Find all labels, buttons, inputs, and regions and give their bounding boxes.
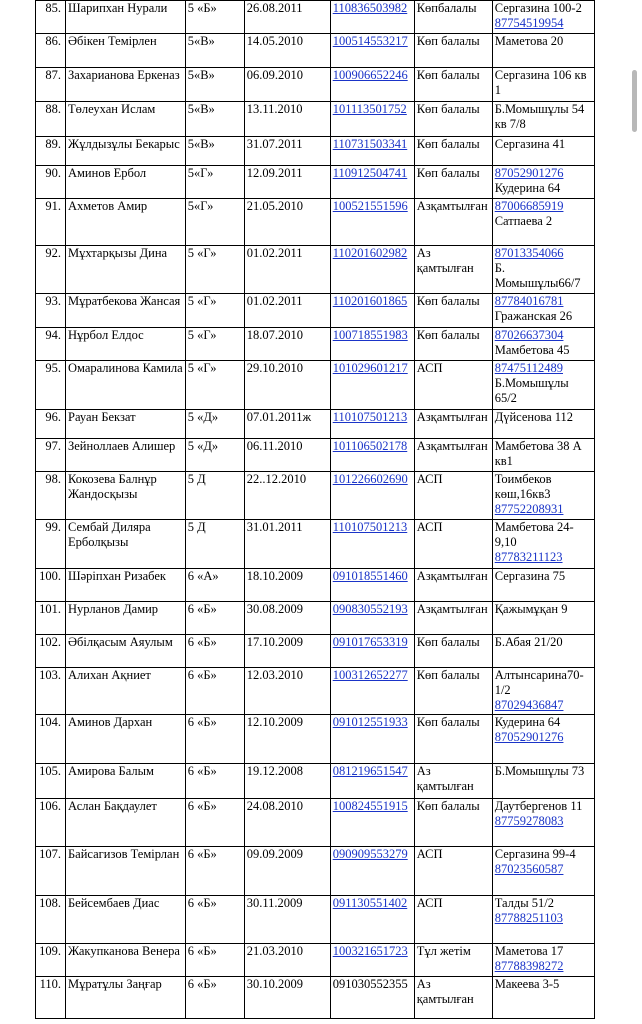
address-cell — [492, 199, 594, 246]
student-name: Рауан Бекзат — [66, 410, 186, 439]
birth-date: 14.05.2010 — [244, 34, 330, 68]
address-cell — [492, 635, 594, 668]
birth-date: 31.01.2011 — [244, 520, 330, 569]
status-cell: Көп балалы — [414, 668, 492, 715]
class-cell: 5«В» — [185, 68, 244, 102]
address-cell — [492, 294, 594, 328]
address-cell — [492, 799, 594, 847]
address-text: Сергазина 75 — [494, 569, 566, 583]
student-name: Аминов Дархан — [66, 715, 186, 764]
phone-link[interactable]: 87788398272 — [494, 959, 564, 973]
row-number: 102. — [36, 635, 66, 668]
address-cell — [492, 102, 594, 137]
iin-cell[interactable] — [330, 472, 414, 520]
address-text: Б.Абая 21/20 — [494, 635, 563, 649]
class-cell: 5«Г» — [185, 199, 244, 246]
table-row — [36, 328, 595, 361]
row-number: 96. — [36, 410, 66, 439]
student-name: Жакупканова Венера — [66, 944, 186, 977]
iin-cell[interactable] — [330, 944, 414, 977]
iin-link[interactable]: 110201602982 — [332, 246, 408, 260]
birth-date: 01.02.2011 — [244, 246, 330, 294]
class-cell: 5 «Г» — [185, 361, 244, 410]
class-cell: 6 «А» — [185, 569, 244, 602]
row-number: 108. — [36, 896, 66, 944]
address-text: Сергазина 100-2 — [494, 1, 582, 15]
phone-link[interactable]: 87784016781 — [494, 294, 564, 308]
address-cell — [492, 896, 594, 944]
iin-cell[interactable] — [330, 102, 414, 137]
iin-link[interactable]: 100906652246 — [332, 68, 408, 82]
table-row — [36, 166, 595, 199]
iin-cell[interactable] — [330, 328, 414, 361]
address-cell — [492, 668, 594, 715]
address-text: Б.Момышұлы 65/2 — [494, 376, 569, 405]
table-row — [36, 569, 595, 602]
iin-cell — [330, 977, 414, 1019]
iin-link[interactable]: 101226602690 — [332, 472, 408, 486]
birth-date: 09.09.2009 — [244, 847, 330, 896]
birth-date: 22..12.2010 — [244, 472, 330, 520]
status-cell: Көп балалы — [414, 328, 492, 361]
row-number: 94. — [36, 328, 66, 361]
class-cell: 5«В» — [185, 102, 244, 137]
table-row — [36, 944, 595, 977]
student-name: Мұхтарқызы Дина — [66, 246, 186, 294]
row-number: 89. — [36, 137, 66, 166]
table-row — [36, 977, 595, 1019]
status-cell: Көп балалы — [414, 635, 492, 668]
student-name: Байсагизов Темірлан — [66, 847, 186, 896]
phone-link[interactable]: 87475112489 — [494, 361, 563, 375]
scrollbar-thumb[interactable] — [632, 70, 637, 132]
student-name: Төлеухан Ислам — [66, 102, 186, 137]
iin-link[interactable]: 091012551933 — [332, 715, 408, 729]
birth-date: 12.10.2009 — [244, 715, 330, 764]
address-text: Макеева 3-5 — [494, 977, 560, 991]
class-cell: 5 Д — [185, 520, 244, 569]
student-name: Әбілқасым Аяулым — [66, 635, 186, 668]
table-row — [36, 715, 595, 764]
status-cell: Көп балалы — [414, 102, 492, 137]
birth-date: 26.08.2011 — [244, 1, 330, 34]
birth-date: 01.02.2011 — [244, 294, 330, 328]
phone-link[interactable]: 87788251103 — [494, 911, 563, 925]
iin-cell[interactable] — [330, 439, 414, 472]
iin-cell[interactable] — [330, 246, 414, 294]
address-text: Тоимбеков көш,16кв3 — [494, 472, 552, 501]
row-number: 101. — [36, 602, 66, 635]
address-text: Сатпаева 2 — [494, 214, 553, 228]
class-cell: 6 «Б» — [185, 668, 244, 715]
status-cell: АСП — [414, 520, 492, 569]
class-cell: 5 «Г» — [185, 328, 244, 361]
table-row — [36, 472, 595, 520]
address-text: Мамбетова 45 — [494, 343, 570, 357]
iin-cell[interactable] — [330, 847, 414, 896]
iin-cell[interactable] — [330, 764, 414, 799]
table-row — [36, 361, 595, 410]
address-cell — [492, 34, 594, 68]
row-number: 95. — [36, 361, 66, 410]
status-cell: Аз қамтылған — [414, 764, 492, 799]
address-text: Б. Момышұлы66/7 — [494, 261, 581, 290]
iin-link[interactable]: 100521551596 — [332, 199, 408, 213]
iin-link[interactable]: 110912504741 — [332, 166, 408, 180]
status-cell: Көп балалы — [414, 137, 492, 166]
address-text: Б.Момышұлы 73 — [494, 764, 585, 778]
student-name: Аминов Ербол — [66, 166, 186, 199]
student-name: Мұратұлы Заңғар — [66, 977, 186, 1019]
address-text: Гражанская 26 — [494, 309, 573, 323]
birth-date: 21.05.2010 — [244, 199, 330, 246]
address-cell — [492, 602, 594, 635]
table-row — [36, 520, 595, 569]
student-name: Шарипхан Нурали — [66, 1, 186, 34]
phone-link[interactable]: 87006685919 — [494, 199, 564, 213]
student-name: Жұлдызұлы Бекарыс — [66, 137, 186, 166]
student-name: Нұрбол Елдос — [66, 328, 186, 361]
iin-cell[interactable] — [330, 361, 414, 410]
class-cell: 6 «Б» — [185, 635, 244, 668]
iin-cell[interactable] — [330, 569, 414, 602]
phone-link[interactable]: 87759278083 — [494, 814, 564, 828]
status-cell: Тұл жетім — [414, 944, 492, 977]
row-number: 98. — [36, 472, 66, 520]
student-name: Кокозева Балнұр Жандосқызы — [66, 472, 186, 520]
status-cell: Көп балалы — [414, 799, 492, 847]
status-cell: Көп балалы — [414, 68, 492, 102]
table-row — [36, 1, 595, 34]
class-cell: 5 «Г» — [185, 246, 244, 294]
row-number: 103. — [36, 668, 66, 715]
status-cell: Көп балалы — [414, 294, 492, 328]
class-cell: 6 «Б» — [185, 944, 244, 977]
row-number: 109. — [36, 944, 66, 977]
status-cell: Көпбалалы — [414, 1, 492, 34]
row-number: 110. — [36, 977, 66, 1019]
iin-link[interactable]: 100312652277 — [332, 668, 408, 682]
iin-text: 091030552355 — [332, 977, 408, 991]
iin-cell[interactable] — [330, 668, 414, 715]
iin-link[interactable]: 110107501213 — [332, 520, 408, 534]
class-cell: 6 «Б» — [185, 602, 244, 635]
status-cell: АСП — [414, 896, 492, 944]
address-cell — [492, 328, 594, 361]
student-name: Бейсембаев Диас — [66, 896, 186, 944]
iin-cell[interactable] — [330, 137, 414, 166]
row-number: 85. — [36, 1, 66, 34]
address-cell — [492, 847, 594, 896]
table-row — [36, 68, 595, 102]
student-name: Зейноллаев Алишер — [66, 439, 186, 472]
table-row — [36, 847, 595, 896]
row-number: 106. — [36, 799, 66, 847]
table-row — [36, 137, 595, 166]
iin-link[interactable]: 101113501752 — [332, 102, 407, 116]
row-number: 87. — [36, 68, 66, 102]
status-cell: АСП — [414, 847, 492, 896]
row-number: 105. — [36, 764, 66, 799]
birth-date: 17.10.2009 — [244, 635, 330, 668]
phone-link[interactable]: 87013354066 — [494, 246, 564, 260]
phone-link[interactable]: 87026637304 — [494, 328, 564, 342]
iin-link[interactable]: 100824551915 — [332, 799, 408, 813]
row-number: 104. — [36, 715, 66, 764]
address-cell — [492, 68, 594, 102]
iin-link[interactable]: 081219651547 — [332, 764, 408, 778]
address-text: Талды 51/2 — [494, 896, 555, 910]
status-cell: АСП — [414, 361, 492, 410]
row-number: 93. — [36, 294, 66, 328]
status-cell: АСП — [414, 472, 492, 520]
iin-link[interactable]: 101029601217 — [332, 361, 408, 375]
phone-link[interactable]: 87783211123 — [494, 550, 563, 564]
iin-cell[interactable] — [330, 602, 414, 635]
student-name: Амирова Балым — [66, 764, 186, 799]
address-text: Сергазина 41 — [494, 137, 566, 151]
iin-link[interactable]: 100321651723 — [332, 944, 408, 958]
class-cell: 5 «Д» — [185, 439, 244, 472]
iin-link[interactable]: 101106502178 — [332, 439, 408, 453]
table-row — [36, 896, 595, 944]
phone-link[interactable]: 87052901276 — [494, 166, 564, 180]
address-cell — [492, 472, 594, 520]
iin-cell[interactable] — [330, 896, 414, 944]
student-name: Нурланов Дамир — [66, 602, 186, 635]
class-cell: 6 «Б» — [185, 799, 244, 847]
address-text: Кудерина 64 — [494, 715, 561, 729]
class-cell: 6 «Б» — [185, 847, 244, 896]
phone-link[interactable]: 87752208931 — [494, 502, 564, 516]
iin-cell[interactable] — [330, 68, 414, 102]
status-cell: Аз қамтылған — [414, 977, 492, 1019]
phone-link[interactable]: 87029436847 — [494, 698, 564, 712]
address-cell — [492, 246, 594, 294]
birth-date: 30.11.2009 — [244, 896, 330, 944]
address-cell — [492, 944, 594, 977]
birth-date: 06.11.2010 — [244, 439, 330, 472]
address-text: Мамбетова 24-9,10 — [494, 520, 574, 549]
birth-date: 07.01.2011ж — [244, 410, 330, 439]
status-cell: Көп балалы — [414, 166, 492, 199]
address-text: Маметова 20 — [494, 34, 564, 48]
address-cell — [492, 137, 594, 166]
iin-cell[interactable] — [330, 1, 414, 34]
iin-cell[interactable] — [330, 34, 414, 68]
table-row — [36, 799, 595, 847]
iin-link[interactable]: 110201601865 — [332, 294, 408, 308]
class-cell: 5 «Д» — [185, 410, 244, 439]
address-text: Сергазина 99-4 — [494, 847, 576, 861]
row-number: 92. — [36, 246, 66, 294]
address-cell — [492, 361, 594, 410]
iin-link[interactable]: 110836503982 — [332, 1, 408, 15]
table-row — [36, 764, 595, 799]
class-cell: 5 «Б» — [185, 1, 244, 34]
iin-cell[interactable] — [330, 520, 414, 569]
status-cell: Көп балалы — [414, 715, 492, 764]
status-cell: Азқамтылған — [414, 199, 492, 246]
iin-cell[interactable] — [330, 294, 414, 328]
phone-link[interactable]: 87023560587 — [494, 862, 564, 876]
phone-link[interactable]: 87754519954 — [494, 16, 564, 30]
address-cell — [492, 977, 594, 1019]
iin-link[interactable]: 091018551460 — [332, 569, 408, 583]
address-cell — [492, 1, 594, 34]
iin-link[interactable]: 091017653319 — [332, 635, 408, 649]
iin-link[interactable]: 090909553279 — [332, 847, 408, 861]
student-name: Сембай Диляра Ерболқызы — [66, 520, 186, 569]
row-number: 88. — [36, 102, 66, 137]
table-row — [36, 602, 595, 635]
class-cell: 5 «Г» — [185, 294, 244, 328]
row-number: 97. — [36, 439, 66, 472]
birth-date: 18.10.2009 — [244, 569, 330, 602]
row-number: 86. — [36, 34, 66, 68]
address-text: Қажымұқан 9 — [494, 602, 568, 616]
iin-cell[interactable] — [330, 635, 414, 668]
status-cell: Аз қамтылған — [414, 246, 492, 294]
student-name: Ахметов Амир — [66, 199, 186, 246]
iin-cell[interactable] — [330, 166, 414, 199]
iin-cell[interactable] — [330, 799, 414, 847]
address-text: Даутбергенов 11 — [494, 799, 583, 813]
phone-link[interactable]: 87052901276 — [494, 730, 564, 744]
birth-date: 30.10.2009 — [244, 977, 330, 1019]
birth-date: 06.09.2010 — [244, 68, 330, 102]
iin-link[interactable]: 091130551402 — [332, 896, 408, 910]
student-name: Аслан Бақдаулет — [66, 799, 186, 847]
iin-cell[interactable] — [330, 199, 414, 246]
iin-link[interactable]: 100514553217 — [332, 34, 408, 48]
iin-cell[interactable] — [330, 410, 414, 439]
class-cell: 6 «Б» — [185, 977, 244, 1019]
table-row — [36, 199, 595, 246]
birth-date: 29.10.2010 — [244, 361, 330, 410]
iin-link[interactable]: 090830552193 — [332, 602, 408, 616]
row-number: 91. — [36, 199, 66, 246]
birth-date: 24.08.2010 — [244, 799, 330, 847]
address-cell — [492, 166, 594, 199]
iin-link[interactable]: 110107501213 — [332, 410, 408, 424]
class-cell: 5«В» — [185, 34, 244, 68]
row-number: 107. — [36, 847, 66, 896]
address-cell — [492, 520, 594, 569]
table-row — [36, 668, 595, 715]
class-cell: 5«В» — [185, 137, 244, 166]
table-row — [36, 294, 595, 328]
row-number: 100. — [36, 569, 66, 602]
student-name: Алихан Ақниет — [66, 668, 186, 715]
student-name: Захарианова Еркеназ — [66, 68, 186, 102]
birth-date: 12.09.2011 — [244, 166, 330, 199]
address-cell — [492, 764, 594, 799]
birth-date: 18.07.2010 — [244, 328, 330, 361]
birth-date: 30.08.2009 — [244, 602, 330, 635]
table-row — [36, 34, 595, 68]
address-cell — [492, 715, 594, 764]
student-name: Әбікен Темірлен — [66, 34, 186, 68]
birth-date: 19.12.2008 — [244, 764, 330, 799]
status-cell: Көп балалы — [414, 34, 492, 68]
status-cell: Азқамтылған — [414, 439, 492, 472]
iin-cell[interactable] — [330, 715, 414, 764]
table-row — [36, 410, 595, 439]
class-cell: 6 «Б» — [185, 896, 244, 944]
iin-link[interactable]: 110731503341 — [332, 137, 408, 151]
address-text: Дүйсенова 112 — [494, 410, 574, 424]
status-cell: Азқамтылған — [414, 410, 492, 439]
address-cell — [492, 439, 594, 472]
birth-date: 13.11.2010 — [244, 102, 330, 137]
address-text: Алтынсарина70-1/2 — [494, 668, 584, 697]
table-row — [36, 102, 595, 137]
student-name: Омаралинова Камила — [66, 361, 186, 410]
table-row — [36, 635, 595, 668]
address-text: Маметова 17 — [494, 944, 564, 958]
row-number: 90. — [36, 166, 66, 199]
class-cell: 5«Г» — [185, 166, 244, 199]
birth-date: 31.07.2011 — [244, 137, 330, 166]
address-cell — [492, 569, 594, 602]
table-row — [36, 439, 595, 472]
address-text: Кудерина 64 — [494, 181, 561, 195]
student-name: Мұратбекова Жансая — [66, 294, 186, 328]
birth-date: 21.03.2010 — [244, 944, 330, 977]
table-row — [36, 246, 595, 294]
class-cell: 6 «Б» — [185, 715, 244, 764]
class-cell: 6 «Б» — [185, 764, 244, 799]
row-number: 99. — [36, 520, 66, 569]
iin-link[interactable]: 100718551983 — [332, 328, 408, 342]
student-name: Шәріпхан Ризабек — [66, 569, 186, 602]
birth-date: 12.03.2010 — [244, 668, 330, 715]
address-text: Мамбетова 38 А кв1 — [494, 439, 582, 468]
status-cell: Азқамтылған — [414, 569, 492, 602]
address-cell — [492, 410, 594, 439]
address-text: Б.Момышұлы 54 кв 7/8 — [494, 102, 585, 131]
address-text: Сергазина 106 кв 1 — [494, 68, 587, 97]
class-cell: 5 Д — [185, 472, 244, 520]
status-cell: Азқамтылған — [414, 602, 492, 635]
students-table — [35, 0, 595, 1019]
